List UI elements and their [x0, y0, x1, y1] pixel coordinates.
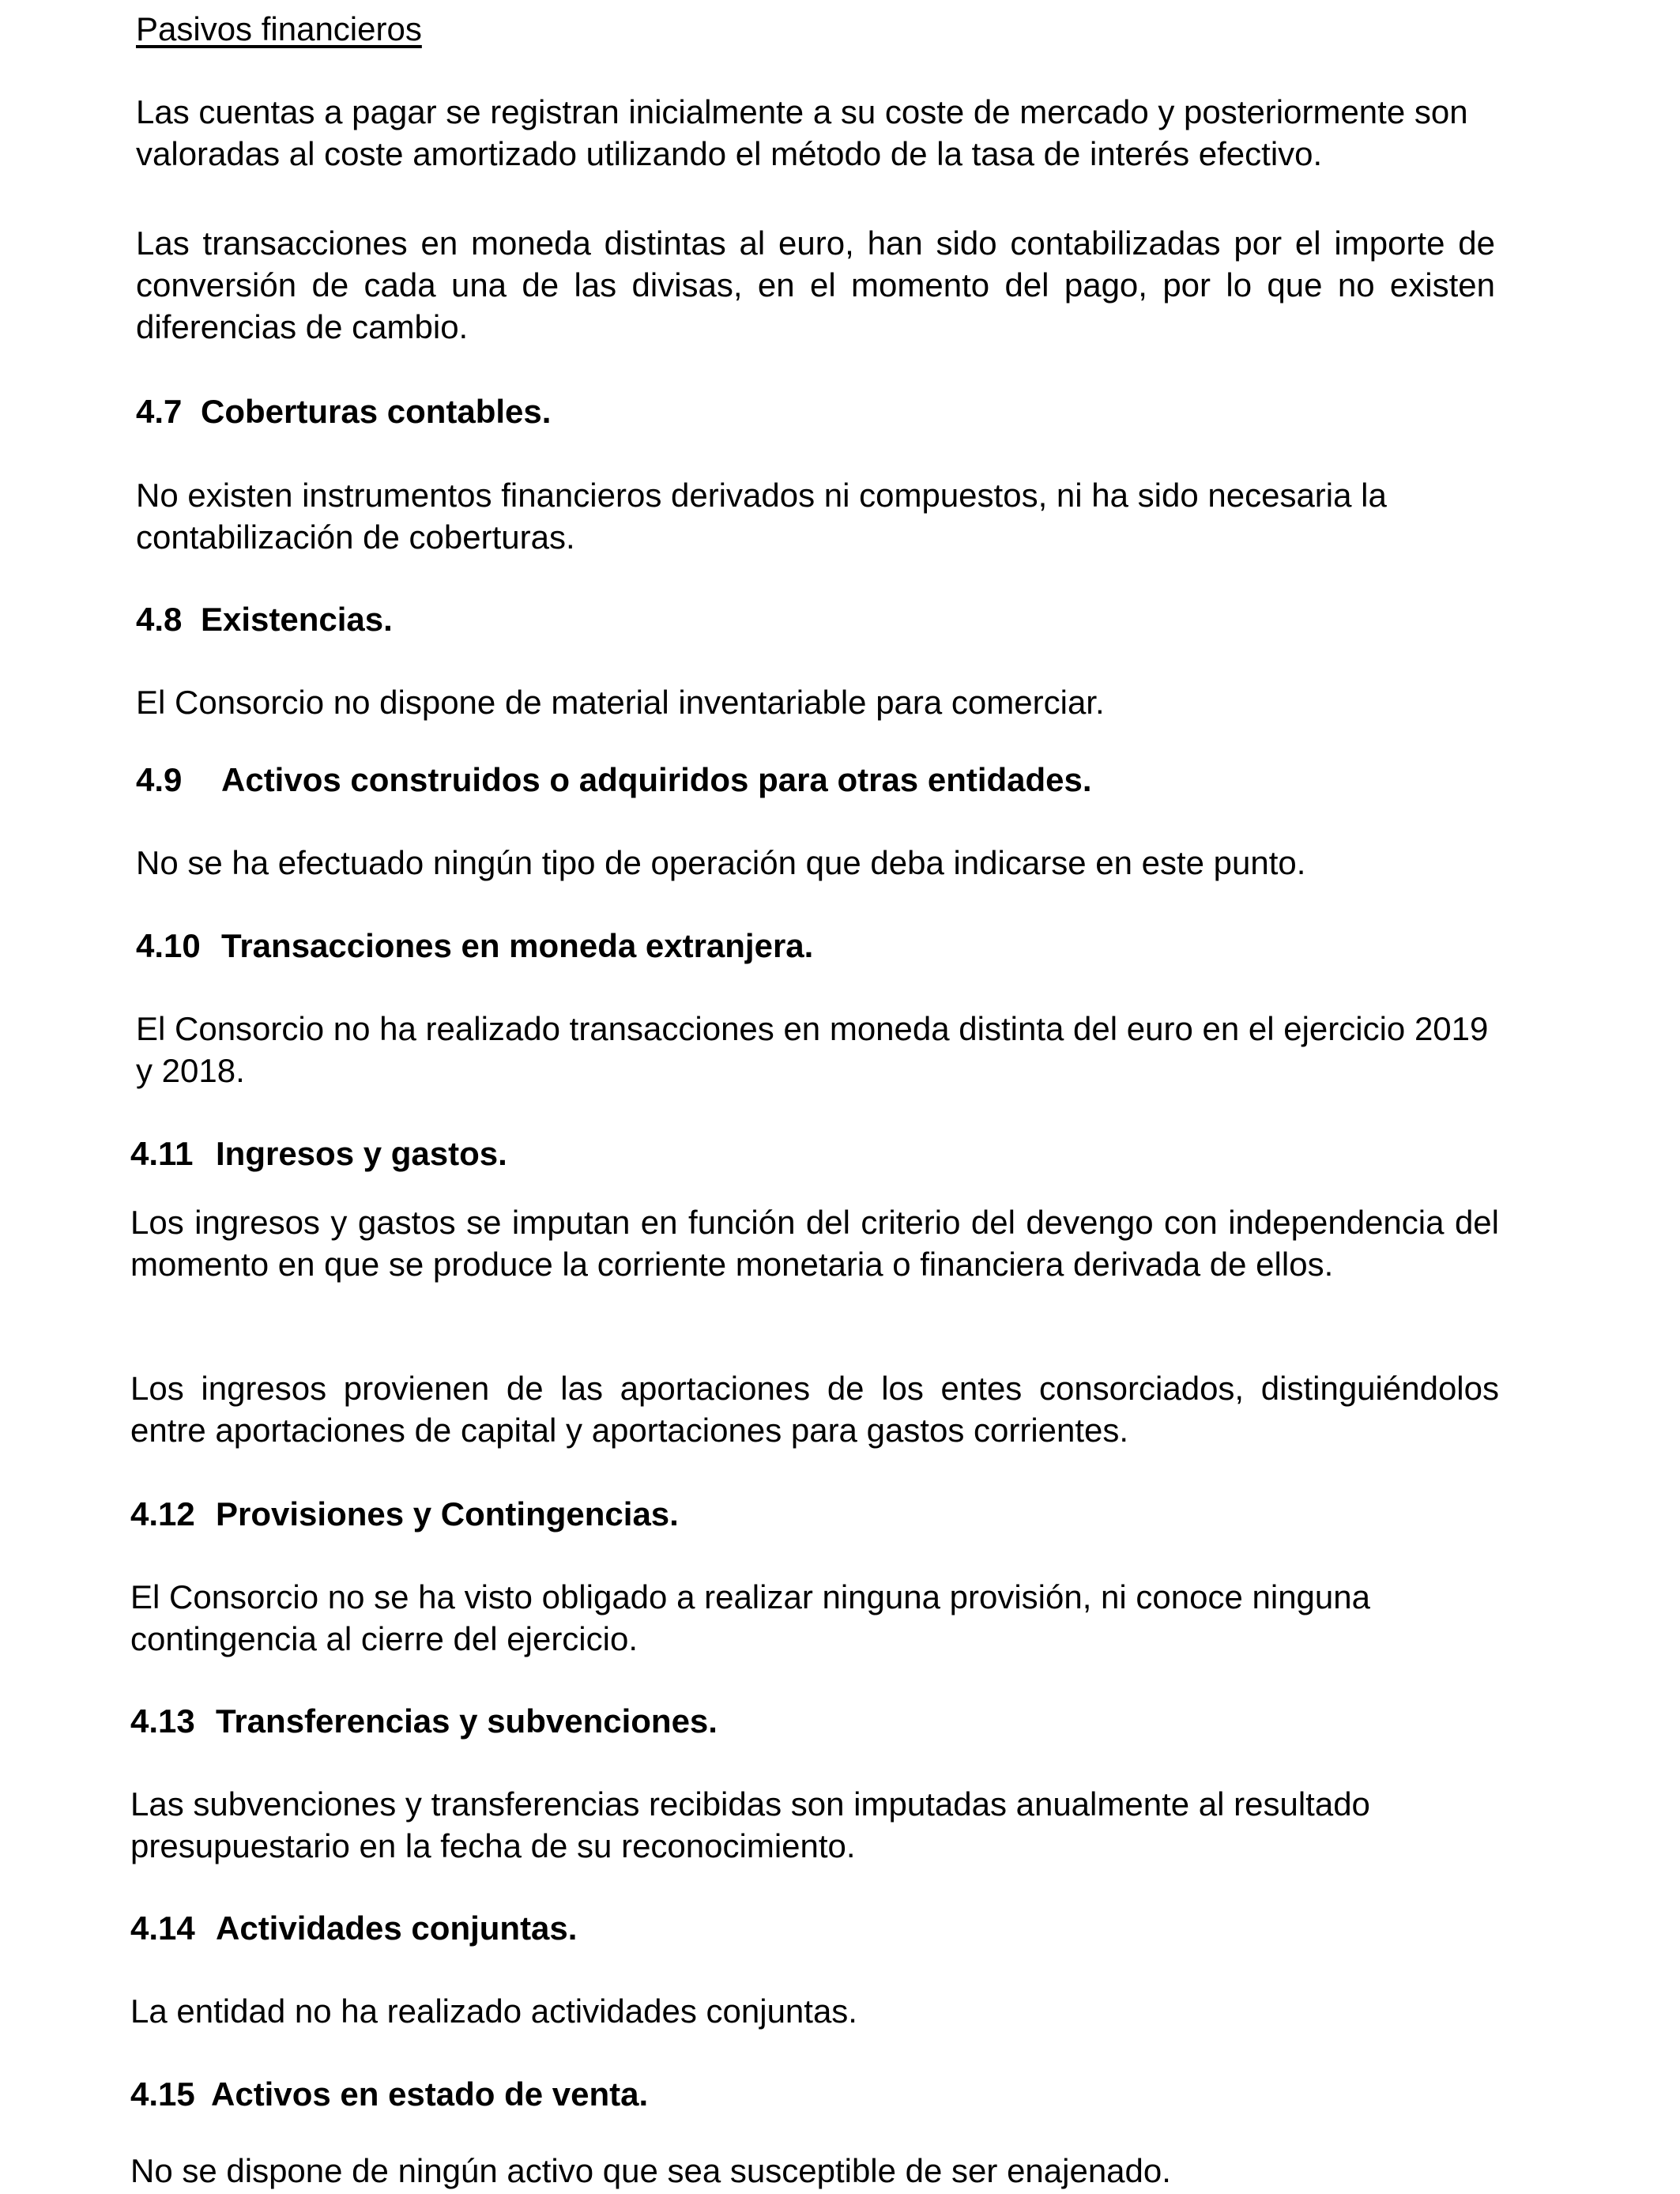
section-title: Activos construidos o adquiridos para otras entidades.	[221, 761, 1092, 798]
section-number: 4.12	[130, 1495, 195, 1532]
paragraph: No se ha efectuado ningún tipo de operación que deba indicarse en este punto.	[136, 844, 1306, 881]
section-number: 4.11	[130, 1135, 194, 1172]
section-heading-4-8	[136, 598, 393, 640]
paragraph: Los ingresos y gastos se imputan en función del criterio del devengo con independencia del momento en que se produce la corriente monetaria o financiera derivada de ellos.	[130, 1204, 1499, 1283]
paragraph: La entidad no ha realizado actividades conjuntas.	[130, 1992, 857, 2030]
section-title: Transferencias y subvenciones.	[216, 1702, 718, 1740]
section-number: 4.13	[130, 1702, 195, 1740]
section-heading-pasivos-financieros: Pasivos financieros	[136, 10, 422, 47]
paragraph: El Consorcio no se ha visto obligado a realizar ninguna provisión, ni conoce ninguna contingencia al cierre del ejercicio.	[130, 1578, 1370, 1657]
section-heading-4-13	[130, 1700, 718, 1742]
section-number: 4.15	[130, 2075, 195, 2113]
section-title: Actividades conjuntas.	[216, 1909, 578, 1947]
section-title: Provisiones y Contingencias.	[216, 1495, 679, 1532]
paragraph: No existen instrumentos financieros derivados ni compuestos, ni ha sido necesaria la contabilización de coberturas.	[136, 477, 1387, 556]
paragraph: No se dispone de ningún activo que sea susceptible de ser enajenado.	[130, 2152, 1171, 2189]
section-number: 4.10	[136, 927, 201, 964]
section-heading-4-10	[136, 925, 813, 967]
section-heading-4-11	[130, 1133, 507, 1174]
paragraph: Las transacciones en moneda distintas al euro, han sido contabilizadas por el importe de conversión de cada una de las divisas, en el momento del pago, por lo que no existen diferencias de cambio.	[136, 224, 1495, 345]
section-title: Coberturas contables.	[201, 393, 552, 430]
paragraph: El Consorcio no ha realizado transacciones en moneda distinta del euro en el ejercicio 2019 y 2018.	[136, 1010, 1489, 1089]
section-heading-4-7	[136, 390, 551, 432]
section-number: 4.14	[130, 1909, 195, 1947]
section-title: Transacciones en moneda extranjera.	[221, 927, 814, 964]
paragraph: El Consorcio no dispone de material inventariable para comerciar.	[136, 684, 1105, 721]
section-heading-4-12	[130, 1493, 679, 1535]
section-heading-4-14	[130, 1907, 577, 1949]
section-title: Existencias.	[201, 601, 393, 638]
section-title: Activos en estado de venta.	[211, 2075, 649, 2113]
paragraph: Las subvenciones y transferencias recibidas son imputadas anualmente al resultado presupuestario en la fecha de su reconocimiento.	[130, 1785, 1370, 1864]
paragraph: Los ingresos provienen de las aportaciones de los entes consorciados, distinguiéndolos entre aportaciones de capital y aportaciones para gastos corrientes.	[130, 1370, 1499, 1449]
section-number: 4.7	[136, 393, 183, 430]
section-title: Ingresos y gastos.	[216, 1135, 507, 1172]
paragraph: Las cuentas a pagar se registran inicialmente a su coste de mercado y posteriormente son valoradas al coste amortizado utilizando el método de la tasa de interés efectivo.	[136, 93, 1468, 172]
section-heading-4-9	[136, 759, 1092, 801]
section-heading-4-15	[130, 2073, 648, 2115]
section-number: 4.8	[136, 601, 183, 638]
section-number: 4.9	[136, 761, 183, 798]
